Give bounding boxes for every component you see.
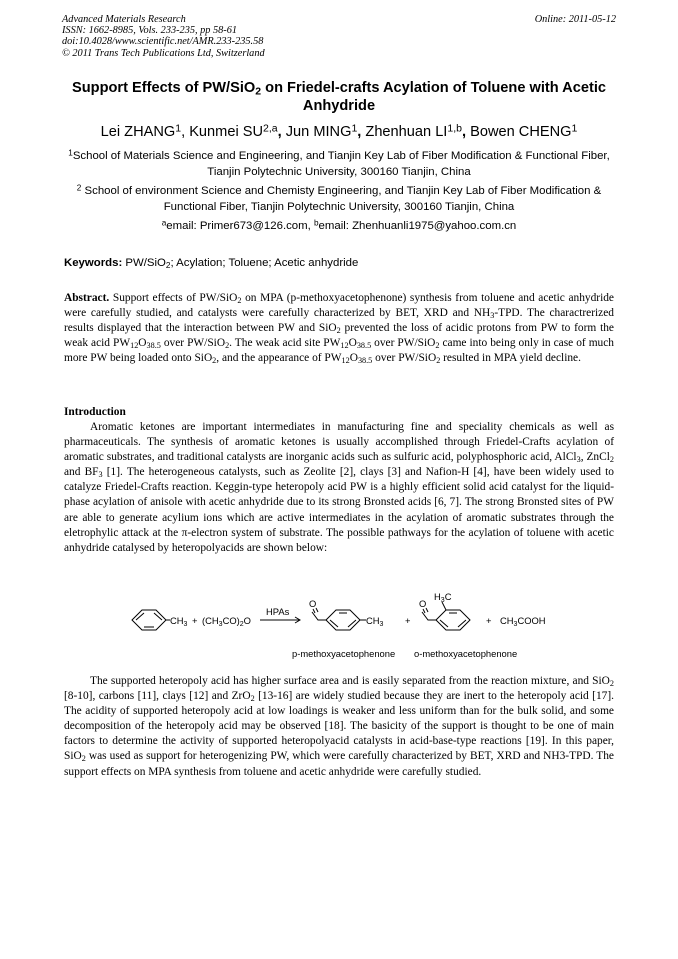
doi-line: doi:10.4028/www.scientific.net/AMR.233-235.58 xyxy=(62,36,264,48)
text-run: CH xyxy=(170,615,184,626)
intro-paragraph-2 xyxy=(64,674,614,780)
journal-name: Advanced Materials Research xyxy=(62,14,186,25)
text-run: COOH xyxy=(517,615,546,626)
text-run: 2 xyxy=(225,341,230,351)
affiliation-2 xyxy=(60,184,618,215)
text-run: 1 xyxy=(571,122,578,135)
text-run: 3 xyxy=(218,621,223,628)
text-run: -TPD. The charactrerized results displayed that the interaction between PW and SiO xyxy=(64,307,614,335)
text-run: 38.5 xyxy=(356,341,372,351)
text-run: O xyxy=(309,598,317,609)
text-run: came into being only in case of much more PW being loaded onto SiO xyxy=(64,337,614,365)
reaction-scheme xyxy=(120,590,560,670)
text-run: O xyxy=(349,352,358,365)
svg-text:H3C xyxy=(434,591,452,604)
text-run: prevented the loss of acidic protons from PW to form the weak acid PW xyxy=(64,322,614,350)
text-run: 1 xyxy=(175,122,182,135)
text-run: Support Effects of PW/SiO xyxy=(72,80,256,96)
text-run: PW/SiO xyxy=(122,257,166,269)
keywords-label: Keywords: xyxy=(64,257,123,269)
author-name: Zhenhuan LI xyxy=(365,124,448,140)
text-run: b xyxy=(313,218,319,228)
text-run: 2 xyxy=(212,356,217,366)
text-run: 2 xyxy=(609,679,614,689)
text-run: 2 xyxy=(250,694,255,704)
author-name: Bowen CHENG xyxy=(470,124,572,140)
text-run: [8-10], carbons [11], clays [12] and ZrO xyxy=(64,690,251,703)
text-run: over PW/SiO xyxy=(372,352,437,365)
online-date: Online: 2011-05-12 xyxy=(534,14,616,25)
text-run: 2 xyxy=(609,455,614,465)
svg-text:(CH3CO)2O xyxy=(202,615,251,628)
text-run: (CH xyxy=(202,615,219,626)
text-run: and BF xyxy=(64,466,99,479)
author-name: Lei ZHANG xyxy=(100,124,176,140)
text-run: 2 xyxy=(237,296,242,306)
text-run: C xyxy=(444,591,452,602)
text-run: a xyxy=(161,218,167,228)
text-run: over PW/SiO xyxy=(160,337,226,350)
author-emails xyxy=(60,219,618,234)
intro-paragraph-1 xyxy=(64,420,614,556)
text-run: 2 xyxy=(436,356,441,366)
text-run: 2 xyxy=(336,326,341,336)
text-run: + xyxy=(486,615,492,626)
text-run: , ZnCl xyxy=(580,451,610,464)
text-run: + xyxy=(405,615,411,626)
text-run: The supported heteropoly acid has higher surface area and is easily separated from the reaction mixture, and SiO xyxy=(90,675,610,687)
text-run: 2 xyxy=(165,261,171,271)
text-run: , and the appearance of PW xyxy=(216,352,342,365)
text-run: 2,a xyxy=(263,122,278,135)
text-run: CH xyxy=(366,615,380,626)
text-run: email: Zhenhuanli1975@yahoo.com.cn xyxy=(318,220,517,232)
text-run: on MPA (p-methoxyacetophenone) synthesis from toluene and acetic anhydride were carefully studied, and catalysts were carefully characterized by BET, XRD and NH xyxy=(64,292,614,320)
text-run: 1 xyxy=(351,122,358,135)
text-run: 2 xyxy=(239,621,244,628)
section-heading-introduction: Introduction xyxy=(64,406,126,418)
text-run: Support effects of PW/SiO xyxy=(109,292,238,304)
abstract-label: Abstract. xyxy=(64,292,110,304)
keywords xyxy=(64,256,358,270)
text-run: 12 xyxy=(130,341,139,351)
author-list: Lei ZHANG$^1$, Kunmei SU$^{2,a}$, Jun MING$^1$, Zhenhuan LI$^{1,b}$, Bowen CHENG$^1$ xyxy=(100,122,578,140)
text-run: CH xyxy=(500,615,514,626)
text-run: 2 xyxy=(255,85,262,98)
text-run: CO) xyxy=(222,615,240,626)
catalyst-label: HPAs xyxy=(266,606,290,617)
text-run: O xyxy=(419,598,427,609)
text-run: 12 xyxy=(340,341,349,351)
svg-text:CH3 xyxy=(366,615,384,628)
text-run: School of environment Science and Chemisty Engineering, and Tianjin Key Lab of Fiber Modification & Functional Fiber, Tianjin Polytechnic University, 300160 Tianjin, China xyxy=(81,185,602,213)
text-run: was used as support for heterogenizing PW, which were carefully characterized by BET, XRD and NH3-TPD. The support effects on MPA synthesis from toluene and acetic anhydride were carefully studied. xyxy=(64,750,614,778)
product-label-para: p-methoxyacetophenone xyxy=(292,648,396,659)
text-run: [1]. The heterogeneous catalysts, such as Zeolite [2], clays [3] and Nafion-H [4], have been widely used to catalyze Friedel-Crafts reaction. Keggin-type heteropoly acid PW is a highly efficient solid acid catalyst for the liquid-phase acylation of anisole with acetic anhydride due to its strong Bronsted acids [6, 7]. The strong Bronsted sites of PW are able to generate acylium ions which are active intermediates in the acylation of aromatic substrates through the eletrophylic attack at the π-electron system of substrate. The possible pathways for the acylation of toluene with acetic anhydride catalysed by heteropolyacids are shown below: xyxy=(64,466,614,554)
text-run: [13-16] are widely studied because they are inert to the heteropoly acid [17]. The acidity of supported heteropoly acid at low loadings is weaker and less uniform than for the bulk solid, and some decomposition of the heteropoly acid may be observed [18]. The basicity of the support is thought to be one of main factors to determine the activity of supported heteropolyacid catalysts in acid-base-type reactions [19]. In this paper, SiO xyxy=(64,690,614,763)
text-run: Aromatic ketones are important intermediates in manufacturing fine and speciality chemicals as well as pharmaceuticals. The synthesis of aromatic ketones is usually accomplished through Friedel-Crafts acylation of aromatic substrates, and traditional catalysts are inorganic acids such as sulfuric acid, polyphosphoric acid, AlCl xyxy=(64,421,614,464)
text-run: ; Acylation; Toluene; Acetic anhydride xyxy=(170,257,359,269)
text-run: . The weak acid site PW xyxy=(229,337,341,350)
product-label-ortho: o-methoxyacetophenone xyxy=(414,648,518,659)
text-run: over PW/SiO xyxy=(371,337,436,350)
text-run: School of Materials Science and Engineering, and Tianjin Key Lab of Fiber Modification & Functional Fiber, Tianjin Polytechnic University, 300160 Tianjin, China xyxy=(72,150,610,178)
text-run: H xyxy=(434,591,441,602)
journal-header xyxy=(62,14,265,59)
issn-line: ISSN: 1662-8985, Vols. 233-235, pp 58-61 xyxy=(62,25,238,37)
text-run: 3 xyxy=(183,621,188,628)
text-run: O xyxy=(138,337,147,350)
abstract xyxy=(64,291,614,366)
text-run: 2 xyxy=(435,341,440,351)
text-run: 3 xyxy=(490,311,495,321)
text-run: on Friedel-crafts Acylation of Toluene with Acetic Anhydride xyxy=(261,80,606,114)
text-run: 3 xyxy=(513,621,518,628)
text-run: 38.5 xyxy=(357,356,373,366)
text-run: 1,b xyxy=(447,122,462,135)
text-run: email: Primer673@126.com, xyxy=(166,220,314,232)
text-run: O xyxy=(243,615,251,626)
text-run: 12 xyxy=(341,356,350,366)
text-run: 38.5 xyxy=(146,341,161,351)
author-name: Kunmei SU xyxy=(189,124,264,140)
text-run: 1 xyxy=(68,148,73,158)
affiliation-1 xyxy=(60,149,618,180)
paper-title xyxy=(60,79,618,115)
text-run: 2 xyxy=(76,183,82,193)
author-name: Jun MING xyxy=(285,124,352,140)
text-run: 3 xyxy=(98,470,103,480)
text-run: 3 xyxy=(440,597,445,604)
svg-text:CH3 xyxy=(170,615,188,628)
text-run: resulted in MPA yield decline. xyxy=(440,352,581,365)
copyright-line: © 2011 Trans Tech Publications Ltd, Switzerland xyxy=(62,47,265,59)
text-run: 3 xyxy=(379,621,384,628)
text-run: 2 xyxy=(81,754,86,764)
svg-text:CH3COOH xyxy=(500,615,546,628)
text-run: O xyxy=(348,337,357,350)
text-run: 3 xyxy=(576,455,581,465)
text-run: + xyxy=(192,615,198,626)
